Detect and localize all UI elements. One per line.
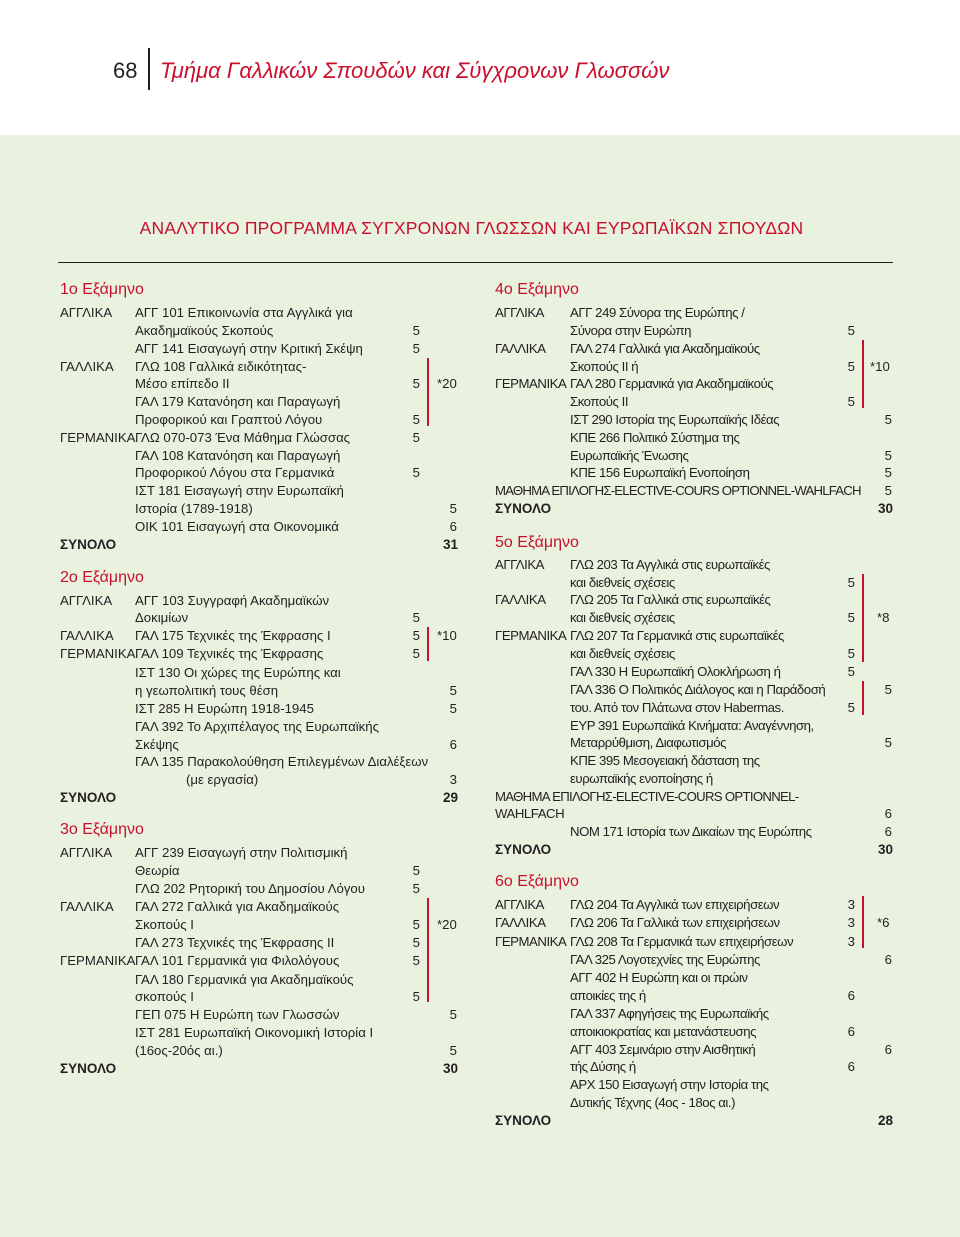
label-english: ΑΓΓΛΙΚΑ: [60, 305, 113, 320]
label-french: ΓΑΛΛΙΚΑ: [495, 915, 546, 930]
course-line: ΑΓΓ 403 Σεμινάριο στην Αισθητική: [570, 1042, 756, 1057]
credit-value: 5: [449, 1043, 457, 1058]
credit-value: 5: [412, 412, 420, 427]
course-line: ΓΑΛ 272 Γαλλικά για Ακαδημαϊκούς: [135, 899, 340, 914]
course-line: ΓΕΠ 075 Η Ευρώπη των Γλωσσών: [135, 1007, 340, 1022]
course-line: ΓΑΛ 392 Το Αρχιπέλαγος της Ευρωπαϊκής: [135, 719, 379, 734]
credit-value: 5: [412, 935, 420, 950]
course-line: του. Από τον Πλάτωνα στον Habermas.: [570, 700, 784, 715]
credit-value: 5: [449, 501, 457, 516]
total-value: 31: [442, 537, 458, 552]
course-line: Σκοπούς ΙΙ ή: [570, 359, 639, 374]
course-line: Ευρωπαϊκής Ένωσης: [570, 448, 689, 463]
label-french: ΓΑΛΛΙΚΑ: [60, 628, 114, 643]
elective-bracket: [862, 340, 864, 408]
total-label: ΣΥΝΟΛΟ: [495, 1113, 552, 1128]
course-line: η γεωπολιτική τους θέση: [135, 683, 279, 698]
course-line: ΓΛΩ 206 Τα Γαλλικά των επιχειρήσεων: [570, 915, 780, 930]
credit-value: 6: [884, 952, 892, 967]
credit-value: 5: [412, 610, 420, 625]
label-english: ΑΓΓΛΙΚΑ: [60, 845, 113, 860]
credit-value: 5: [412, 917, 420, 932]
course-line: ΓΛΩ 203 Τα Αγγλικά στις ευρωπαϊκές: [570, 557, 770, 572]
course-line: (με εργασία): [186, 772, 259, 787]
course-line: ΓΛΩ 070-073 Ένα Μάθημα Γλώσσας: [135, 430, 351, 445]
course-line: Δοκιμίων: [135, 610, 189, 625]
course-line: ΓΑΛ 109 Τεχνικές της Έκφρασης: [135, 646, 324, 661]
course-line: σκοπούς Ι: [135, 989, 194, 1004]
credit-value: 5: [412, 323, 420, 338]
credit-value: 5: [884, 465, 892, 480]
course-line: ΓΑΛ 135 Παρακολούθηση Επιλεγμένων Διαλέξεων: [135, 754, 429, 769]
label-french: ΓΑΛΛΙΚΑ: [60, 359, 114, 374]
course-line: Θεωρία: [135, 863, 180, 878]
credit-value: 3: [847, 897, 855, 912]
course-line: ΑΓΓ 101 Επικοινωνία στα Αγγλικά για: [135, 305, 353, 320]
total-value: 30: [877, 501, 893, 516]
course-line: WAHLFACH: [495, 806, 565, 821]
course-line: ΓΑΛ 108 Κατανόηση και Παραγωγή: [135, 448, 341, 463]
credit-value: 6: [884, 806, 892, 821]
credit-value: 5: [847, 700, 855, 715]
label-german: ΓΕΡΜΑΝΙΚΑ: [60, 646, 136, 661]
course-line: και διεθνείς σχέσεις: [570, 575, 675, 590]
total-label: ΣΥΝΟΛΟ: [60, 537, 117, 552]
course-line: ΓΛΩ 108 Γαλλικά ειδικότητας-: [135, 359, 307, 374]
course-line: ΑΓΓ 141 Εισαγωγή στην Κριτική Σκέψη: [135, 341, 363, 356]
label-french: ΓΑΛΛΙΚΑ: [60, 899, 114, 914]
course-line: Δυτικής Τέχνης (4ος - 18ος αι.): [570, 1095, 736, 1110]
course-line: Προφορικού και Γραπτού Λόγου: [135, 412, 323, 427]
course-line: Σκοπούς ΙΙ: [570, 394, 629, 409]
credit-note: *20: [437, 917, 457, 932]
course-line: αποικίες της ή: [570, 988, 646, 1003]
credit-value: 5: [412, 881, 420, 896]
course-line: ΓΛΩ 205 Τα Γαλλικά στις ευρωπαϊκές: [570, 592, 771, 607]
credit-note: *10: [437, 628, 457, 643]
course-line: Μεταρρύθμιση, Διαφωτισμός: [570, 735, 727, 750]
credit-note: *20: [437, 376, 457, 391]
credit-value: 5: [449, 701, 457, 716]
credit-note: *10: [870, 359, 890, 374]
credit-value: 5: [412, 646, 420, 661]
total-value: 29: [442, 790, 458, 805]
course-line: ΚΠΕ 266 Πολιτικό Σύστημα της: [570, 430, 740, 445]
credit-value: 5: [884, 682, 892, 697]
course-line: ΑΓΓ 402 Η Ευρώπη και οι πρώιν: [570, 970, 748, 985]
course-line: και διεθνείς σχέσεις: [570, 610, 675, 625]
elective-bracket: [862, 896, 864, 948]
course-line: ΕΥΡ 391 Ευρωπαϊκά Κινήματα: Αναγέννηση,: [570, 718, 814, 733]
credit-value: 5: [884, 735, 892, 750]
credit-value: 5: [884, 412, 892, 427]
course-line: ΓΑΛ 336 Ο Πολιτικός Διάλογος και η Παράδοσή: [570, 682, 826, 697]
credit-value: 5: [847, 394, 855, 409]
credit-value: 3: [847, 934, 855, 949]
total-label: ΣΥΝΟΛΟ: [495, 501, 552, 516]
credit-value: 5: [847, 359, 855, 374]
credit-value: 6: [847, 1059, 855, 1074]
label-english: ΑΓΓΛΙΚΑ: [495, 897, 545, 912]
course-line: Προφορικού Λόγου στα Γερμανικά: [135, 465, 335, 480]
course-line: Σκέψης: [135, 737, 179, 752]
curriculum-title: ΑΝΑΛΥΤΙΚΟ ΠΡΟΓΡΑΜΜΑ ΣΥΓΧΡΟΝΩΝ ΓΛΩΣΣΩΝ ΚΑΙ ΕΥΡΩΠΑΪΚΩΝ ΣΠΟΥΔΩΝ: [139, 218, 804, 238]
course-line: ΓΑΛ 101 Γερμανικά για Φιλολόγους: [135, 953, 340, 968]
credit-value: 3: [847, 915, 855, 930]
credit-value: 6: [847, 988, 855, 1003]
semester-5-heading: 5ο Εξάμηνο: [495, 534, 579, 551]
credit-value: 5: [847, 323, 855, 338]
course-line: ΓΛΩ 207 Τα Γερμανικά στις ευρωπαϊκές: [570, 628, 784, 643]
credit-value: 5: [884, 483, 892, 498]
label-german: ΓΕΡΜΑΝΙΚΑ: [60, 953, 136, 968]
credit-value: 5: [847, 646, 855, 661]
course-line: ΝΟΜ 171 Ιστορία των Δικαίων της Ευρώπης: [570, 824, 812, 839]
course-line: ΚΠΕ 395 Μεσογειακή δάσταση της: [570, 753, 760, 768]
credit-value: 5: [847, 664, 855, 679]
credit-value: 6: [884, 824, 892, 839]
total-value: 28: [877, 1113, 893, 1128]
credit-value: 5: [412, 953, 420, 968]
course-line: ΓΛΩ 204 Τα Αγγλικά των επιχειρήσεων: [570, 897, 780, 912]
course-line: ΓΑΛ 337 Αφηγήσεις της Ευρωπαϊκής: [570, 1006, 769, 1021]
course-line: ΚΠΕ 156 Ευρωπαϊκή Ενοποίηση: [570, 465, 750, 480]
credit-value: 5: [884, 448, 892, 463]
credit-value: 5: [412, 341, 420, 356]
label-french: ΓΑΛΛΙΚΑ: [495, 341, 546, 356]
course-line: ΙΣΤ 130 Οι χώρες της Ευρώπης και: [135, 665, 341, 680]
label-english: ΑΓΓΛΙΚΑ: [60, 593, 113, 608]
course-line: και διεθνείς σχέσεις: [570, 646, 675, 661]
semester-4-heading: 4ο Εξάμηνο: [495, 281, 579, 298]
elective-bracket: [862, 681, 864, 715]
credit-value: 5: [412, 465, 420, 480]
total-value: 30: [877, 842, 893, 857]
course-line: τής Δύσης ή: [570, 1059, 636, 1074]
department-title: Τμήμα Γαλλικών Σπουδών και Σύγχρονων Γλωσσών: [160, 58, 670, 83]
credit-value: 6: [847, 1024, 855, 1039]
total-label: ΣΥΝΟΛΟ: [60, 790, 117, 805]
course-line: ΓΑΛ 175 Τεχνικές της Έκφρασης Ι: [135, 628, 331, 643]
course-line: ΙΣΤ 181 Εισαγωγή στην Ευρωπαϊκή: [135, 483, 344, 498]
label-english: ΑΓΓΛΙΚΑ: [495, 557, 545, 572]
credit-value: 5: [449, 683, 457, 698]
credit-value: 5: [412, 989, 420, 1004]
credit-value: 6: [449, 519, 457, 534]
course-line: ΓΑΛ 280 Γερμανικά για Ακαδημαϊκούς: [570, 376, 774, 391]
course-line: ΓΑΛ 273 Τεχνικές της Έκφρασης ΙΙ: [135, 935, 335, 950]
credit-value: 5: [412, 628, 420, 643]
semester-1-heading: 1ο Εξάμηνο: [60, 281, 144, 298]
credit-value: 5: [847, 575, 855, 590]
elective-bracket: [862, 574, 864, 662]
course-line: (16ος-20ός αι.): [135, 1043, 223, 1058]
course-line: ΓΑΛ 325 Λογοτεχνίες της Ευρώπης: [570, 952, 760, 967]
course-line: Ιστορία (1789-1918): [135, 501, 253, 516]
course-line: Σύνορα στην Ευρώπη: [570, 323, 691, 338]
course-line: ΟΙΚ 101 Εισαγωγή στα Οικονομικά: [135, 519, 339, 534]
label-german: ΓΕΡΜΑΝΙΚΑ: [495, 934, 567, 949]
course-line: Μέσο επίπεδο ΙΙ: [135, 376, 230, 391]
credit-value: 5: [412, 376, 420, 391]
course-line: ΑΓΓ 249 Σύνορα της Ευρώπης /: [570, 305, 745, 320]
course-line: ΓΑΛ 179 Κατανόηση και Παραγωγή: [135, 394, 341, 409]
course-line: ΓΛΩ 208 Τα Γερμανικά των επιχειρήσεων: [570, 934, 794, 949]
total-label: ΣΥΝΟΛΟ: [495, 842, 552, 857]
total-value: 30: [442, 1061, 458, 1076]
semester-6-heading: 6ο Εξάμηνο: [495, 873, 579, 890]
course-line: ΙΣΤ 290 Ιστορία της Ευρωπαϊκής Ιδέας: [570, 412, 780, 427]
course-line: ΙΣΤ 281 Ευρωπαϊκή Οικονομική Ιστορία Ι: [135, 1025, 374, 1040]
page-number: 68: [113, 58, 138, 83]
course-line: αποικιοκρατίας και μετανάστευσης: [570, 1024, 757, 1039]
credit-value: 5: [412, 430, 420, 445]
label-german: ΓΕΡΜΑΝΙΚΑ: [495, 628, 567, 643]
label-english: ΑΓΓΛΙΚΑ: [495, 305, 545, 320]
credit-value: 6: [884, 1042, 892, 1057]
course-line: ΑΓΓ 239 Εισαγωγή στην Πολιτισμική: [135, 845, 348, 860]
course-line: ΜΑΘΗΜΑ ΕΠΙΛΟΓΗΣ-ELECTIVE-COURS OPTIONNEL-: [495, 789, 799, 804]
credit-value: 5: [412, 863, 420, 878]
credit-value: 6: [449, 737, 457, 752]
credit-note: *8: [877, 610, 890, 625]
label-german: ΓΕΡΜΑΝΙΚΑ: [495, 376, 567, 391]
course-line: ΓΑΛ 180 Γερμανικά για Ακαδημαϊκούς: [135, 972, 354, 987]
label-german: ΓΕΡΜΑΝΙΚΑ: [60, 430, 136, 445]
course-line: ΓΛΩ 202 Ρητορική του Δημοσίου Λόγου: [135, 881, 365, 896]
label-french: ΓΑΛΛΙΚΑ: [495, 592, 546, 607]
credit-value: 5: [847, 610, 855, 625]
course-line: ΓΑΛ 274 Γαλλικά για Ακαδημαϊκούς: [570, 341, 760, 356]
semester-3-heading: 3ο Εξάμηνο: [60, 821, 144, 838]
total-label: ΣΥΝΟΛΟ: [60, 1061, 117, 1076]
course-line: ΑΡΧ 150 Εισαγωγή στην Ιστορία της: [570, 1077, 769, 1092]
course-line: ΜΑΘΗΜΑ ΕΠΙΛΟΓΗΣ-ELECTIVE-COURS OPTIONNEL-WAHLFACH: [495, 483, 861, 498]
course-line: ευρωπαϊκής ενοποίησης ή: [570, 771, 713, 786]
course-line: ΙΣΤ 285 Η Ευρώπη 1918-1945: [135, 701, 314, 716]
course-line: Σκοπούς Ι: [135, 917, 194, 932]
course-line: ΓΑΛ 330 Η Ευρωπαϊκή Ολοκλήρωση ή: [570, 664, 781, 679]
credit-note: *6: [877, 915, 890, 930]
credit-value: 5: [449, 1007, 457, 1022]
semester-2-heading: 2ο Εξάμηνο: [60, 569, 144, 586]
credit-value: 3: [449, 772, 457, 787]
course-line: ΑΓΓ 103 Συγγραφή Ακαδημαϊκών: [135, 593, 330, 608]
course-line: Ακαδημαϊκούς Σκοπούς: [135, 323, 274, 338]
